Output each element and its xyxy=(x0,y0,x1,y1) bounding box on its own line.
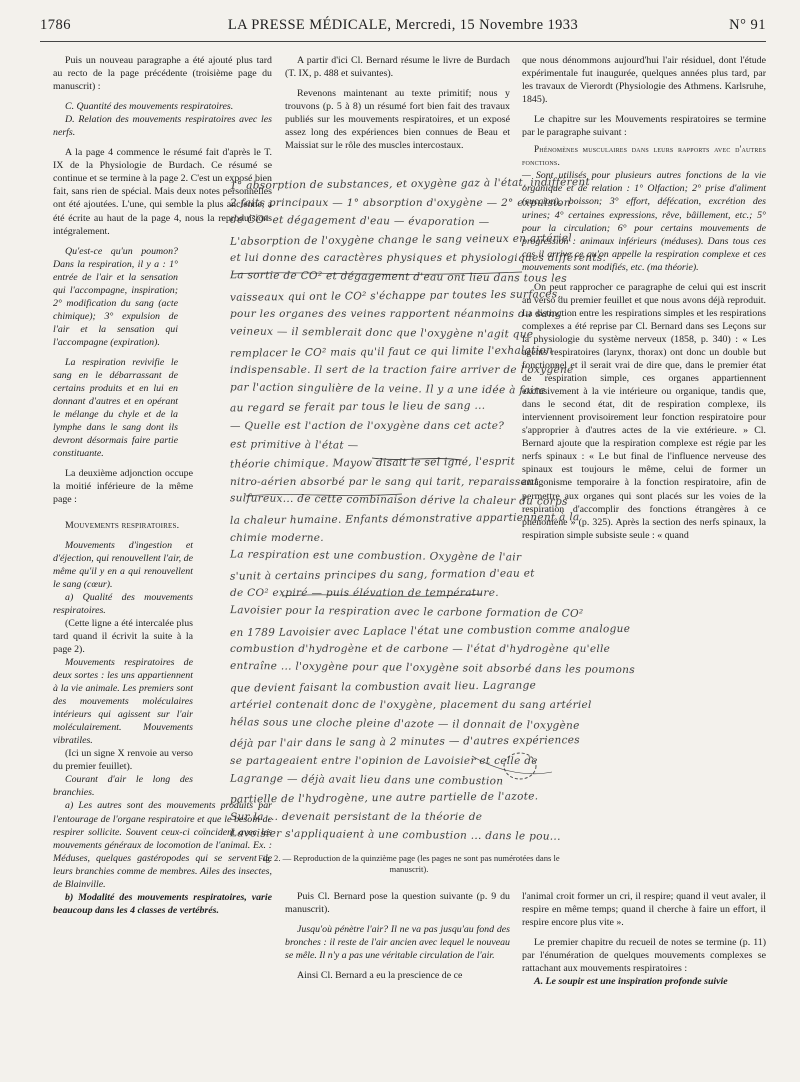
quote-paragraph: Qu'est-ce qu'un poumon? Dans la respiration, il y a : 1° entrée de l'air et la sensation qui l'accompagne, inspiration; 2° modification du sang (acte chimique); 3° expulsion de l'air et la sensation qui l'accompagne (expiration). xyxy=(53,245,178,348)
quote-paragraph: — Sont utilisés pour plusieurs autres fonctions de la vie organique et de relation : 1° Olfaction; 2° prise d'aliment (succion), boisson; 3° effort, défécation, excrétion des urines; 4° certaines expressions, rêve, bâillement, etc.; 5° pour la circulation; 6° pour certains mouvements de progression : animaux inférieurs (méduses). Dans tous ces cas il arrive ce qu'on appelle la respiration complexe et ces mouvements sont modifiés, etc. (ma théorie). xyxy=(522,170,766,273)
header-rule xyxy=(40,41,766,42)
manuscript-line: remplacer le CO² mais qu'il faut ce qui limite l'exhalation xyxy=(229,344,554,360)
column-right-bottom xyxy=(522,890,766,988)
quote-paragraph: Courant d'air le long des branchies. xyxy=(53,774,193,799)
manuscript-line: et lui donne des caractères physiques et physiologiques différents. xyxy=(230,252,607,264)
manuscript-line: — Quelle est l'action de l'oxygène dans cet acte? xyxy=(230,420,505,432)
paragraph: Puis Cl. Bernard pose la question suivante (p. 9 du manuscrit). xyxy=(285,891,510,916)
manuscript-line: entraîne ... l'oxygène pour que l'oxygène soit absorbé dans les poumons xyxy=(229,659,636,677)
paragraph: On peut rapprocher ce paragraphe de celui qui est inscrit au verso du premier feuillet et que nous avons déjà reproduit. La distinction entre les respirations simples et les respirations complexes a été reprise par Cl. Bernard dans ses Leçons sur la physiologie du système nerveux (1858, p. 340) : « Les agents respiratoires (larynx, thorax) ont donc un double but fonctionnel et il serait vrai de dire que, dans le premier état de respiration simple, ces organes appartiennent exclusivement à la vie intérieure ou organique, tandis que, dans le second état, dit de respiration complexe, ils interviennent provisoirement leur fonction respiratoire pour s'approprier à d'autres actes de la vie extérieure. » Cl. Bernard ajoute que la respiration complexe est régie par les nerfs spinaux : « Le but final de l'influence nerveuse des spinaux est toujours le même, celui de former un antagonisme temporaire à la fonction respiratoire, afin de permettre aux organes qui sont placés sur les voies de la respiration d'accomplir des fonctions étrangères à ce phénomène » (p. 325). Après la section des nerfs spinaux, la respiration simple subsiste seule : « quand xyxy=(522,281,766,541)
paragraph: Le chapitre sur les Mouvements respiratoires se termine par le paragraphe suivant : xyxy=(522,114,766,139)
manuscript-line: de CO² et dégagement d'eau — évaporation — xyxy=(229,213,490,229)
paragraph: (Ici un signe X renvoie au verso du premier feuillet). xyxy=(53,748,193,773)
quote-paragraph: a) Les autres sont des mouvements produits par l'entourage de l'organe respiratoire et que le besoin de respirer sollicite. Souvent ceux-ci coïncident avec les mouvements généraux de locomotion de l'animal. Ex. : Méduses, quelques gastéropodes qui se servent de leurs branchies comme de membres. Ailes des insectes, de Blainville. xyxy=(53,800,272,890)
quote-heading-text: Phénomènes musculaires dans leurs rapports avec d'autres fonctions. xyxy=(522,144,766,168)
manuscript-line: 1° absorption de substances, et oxygène gaz à l'état, indifférent xyxy=(229,176,591,192)
paragraph: l'animal croit former un cri, il respire; quand il veut avaler, il respire en même temps; quand il cherche à faire un effort, il respire encore plus vite ». xyxy=(522,891,766,929)
manuscript-line: Lagrange — déjà avait lieu dans une combustion xyxy=(229,772,504,788)
manuscript-line: vaisseaux qui ont le CO² s'échappe par toutes les surfaces, xyxy=(229,288,562,304)
manuscript-line: chimie moderne. xyxy=(230,532,324,544)
manuscript-line: théorie chimique. Mayow disait le sel igné, l'esprit xyxy=(229,455,516,471)
section-heading: Mouvements respiratoires. xyxy=(65,519,180,531)
manuscript-line: pour les organes des veines rapportent néanmoins du sang xyxy=(230,308,563,320)
manuscript-line: indispensable. Il sert de la traction faire arriver de l'oxygène xyxy=(230,364,574,376)
page-number: 1786 xyxy=(40,17,71,33)
manuscript-line: que devient faisant la combustion avait lieu. Lagrange xyxy=(229,679,537,695)
quote-paragraph: La respiration revivifie le sang en le débarrassant de certains produits et en lui en donnant d'autres et en opérant le mélange du chyle et de la lymphe dans le sang dont ils devront désormais faire partie constituante. xyxy=(53,356,178,460)
manuscript-line: 2 faits principaux — 1° absorption d'oxygène — 2° expulsion xyxy=(230,197,571,209)
manuscript-line: la chaleur humaine. Enfants démonstrative appartiennent à la xyxy=(229,511,580,527)
quote-paragraph: Mouvements respiratoires de deux sortes : les uns appartiennent à la vie animale. Les premiers sont des mouvements moléculaires intérieurs qui agissent sur l'air moléculairement. Mouvements vibratiles. xyxy=(53,656,193,747)
manuscript-line: Sur la ... devenait persistant de la théorie de xyxy=(230,811,483,823)
manuscript-line: Lavoisier pour la respiration avec le carbone formation de CO² xyxy=(229,604,584,620)
manuscript-line: Lavoisier s'appliquaient à une combustion ... dans le pou... xyxy=(229,827,561,843)
manuscript-line: par l'action singulière de la veine. Il y a une idée à faire xyxy=(229,381,546,397)
manuscript-line: sulfureux... de cette combinaison dérive la chaleur du corps xyxy=(229,492,568,508)
paragraph: La deuxième adjonction occupe la moitié inférieure de la même page : xyxy=(53,468,193,506)
manuscript-line: s'unit à certains principes du sang, formation d'eau et xyxy=(229,567,535,583)
manuscript-figure xyxy=(222,166,636,864)
figure-caption: Fig. 2. — Reproduction de la quinzième page (les pages ne sont pas numérotées dans le manuscrit). xyxy=(258,853,560,874)
manuscript-line: déjà par l'air dans le sang à 2 minutes — d'autres expériences xyxy=(229,734,581,750)
paragraph: que nous dénommons aujourd'hui l'air résiduel, dont l'étude expérimentale fut inaugurée, quelques années plus tard, par les travaux de Vierordt (Physiologie des Athmens. Karlsruhe, 1845). xyxy=(522,55,766,106)
manuscript-line: La respiration est une combustion. Oxygène de l'air xyxy=(229,548,522,564)
manuscript-line: La sortie de CO² et dégagement d'eau ont lieu dans tous les xyxy=(229,269,568,285)
manuscript-line: est primitive à l'état — xyxy=(229,438,359,452)
column-middle-bottom xyxy=(285,890,510,982)
paragraph: Revenons maintenant au texte primitif; nous y trouvons (p. 5 à 8) un résumé fort bien fait des travaux publiés sur les mouvements respiratoires, et un exposé assez long des expériences bien connues de Beau et Maissiat sur le rôle des muscles intercostaux. xyxy=(285,88,510,152)
issue-number: N° 91 xyxy=(729,17,766,33)
manuscript-line: artériel contenait donc de l'oxygène, placement du sang artériel xyxy=(230,699,592,711)
manuscript-line: nitro-aérien absorbé par le sang qui tarit, reparaissent xyxy=(230,476,539,488)
manuscript-line: veineux — il semblerait donc que l'oxygène n'agit que xyxy=(229,325,534,341)
quote-paragraph: Mouvements d'ingestion et d'éjection, qui renouvellent l'air, de même qu'il y en a qui renouvellent le sang (cœur). xyxy=(53,539,193,590)
manuscript-line: de CO² expiré — puis élévation de température. xyxy=(230,587,499,599)
paragraph: A partir d'ici Cl. Bernard résume le livre de Burdach (T. IX, p. 488 et suivantes). xyxy=(285,55,510,80)
manuscript-line: en 1789 Lavoisier avec Laplace l'état une combustion comme analogue xyxy=(229,622,631,640)
paragraph: A la page 4 commence le résumé fait d'après le T. IX de la Physiologie de Burdach. Ce résumé se continue et se termine à la page 2. C'est un exposé bien fait, sans rien de spécial. Mais deux notes personnelles ont été ajoutées. L'une, qui semble la plus ancienne, a été écrite au haut de la page 4, nous la reproduisions intégralement. xyxy=(53,147,272,237)
quote-paragraph: A. Le soupir est une inspiration profonde suivie xyxy=(534,976,728,988)
quote-paragraph: Jusqu'où pénètre l'air? Il ne va pas jusqu'au fond des bronches : il reste de l'air ancien avec lequel le nouveau se mêle. Il n'y a pas une véritable circulation de l'air. xyxy=(285,924,510,962)
column-middle-top xyxy=(285,54,510,152)
paragraph: C. Quantité des mouvements respiratoires. xyxy=(65,101,234,113)
paragraph: Puis un nouveau paragraphe a été ajouté plus tard au recto de la page précédente (troisième page du manuscrit) : xyxy=(53,55,272,93)
quote-paragraph: b) Modalité des mouvements respiratoires, varie beaucoup dans les 4 classes de vertébrés. xyxy=(53,891,272,916)
manuscript-line: partielle de l'hydrogène, une autre partielle de l'azote. xyxy=(229,790,539,806)
quote-paragraph: a) Qualité des mouvements respiratoires. xyxy=(53,591,193,616)
manuscript-line: au regard se ferait par tous le lieu de sang ... xyxy=(229,399,486,415)
paragraph: Le premier chapitre du recueil de notes se termine (p. 11) par l'énumération de quelques mouvements complexes se rattachant aux mouvements respiratoires : xyxy=(522,937,766,975)
paragraph: Ainsi Cl. Bernard a eu la prescience de ce xyxy=(297,970,463,982)
paragraph: D. Relation des mouvements respiratoires avec les nerfs. xyxy=(53,114,272,139)
journal-title: LA PRESSE MÉDICALE, Mercredi, 15 Novembre 1933 xyxy=(227,17,579,33)
manuscript-line: combustion d'hydrogène et de carbone — l'état d'hydrogène qu'elle xyxy=(230,643,611,655)
manuscript-line: L'absorption de l'oxygène change le sang veineux en artériel xyxy=(229,232,573,248)
manuscript-line: se partageaient entre l'opinion de Lavoisier et celle de xyxy=(230,755,538,767)
paragraph: (Cette ligne a été intercalée plus tard quand il écrivit la suite à la page 2). xyxy=(53,617,193,655)
manuscript-line: hélas sous une cloche pleine d'azote — il donnait de l'oxygène xyxy=(229,716,580,732)
